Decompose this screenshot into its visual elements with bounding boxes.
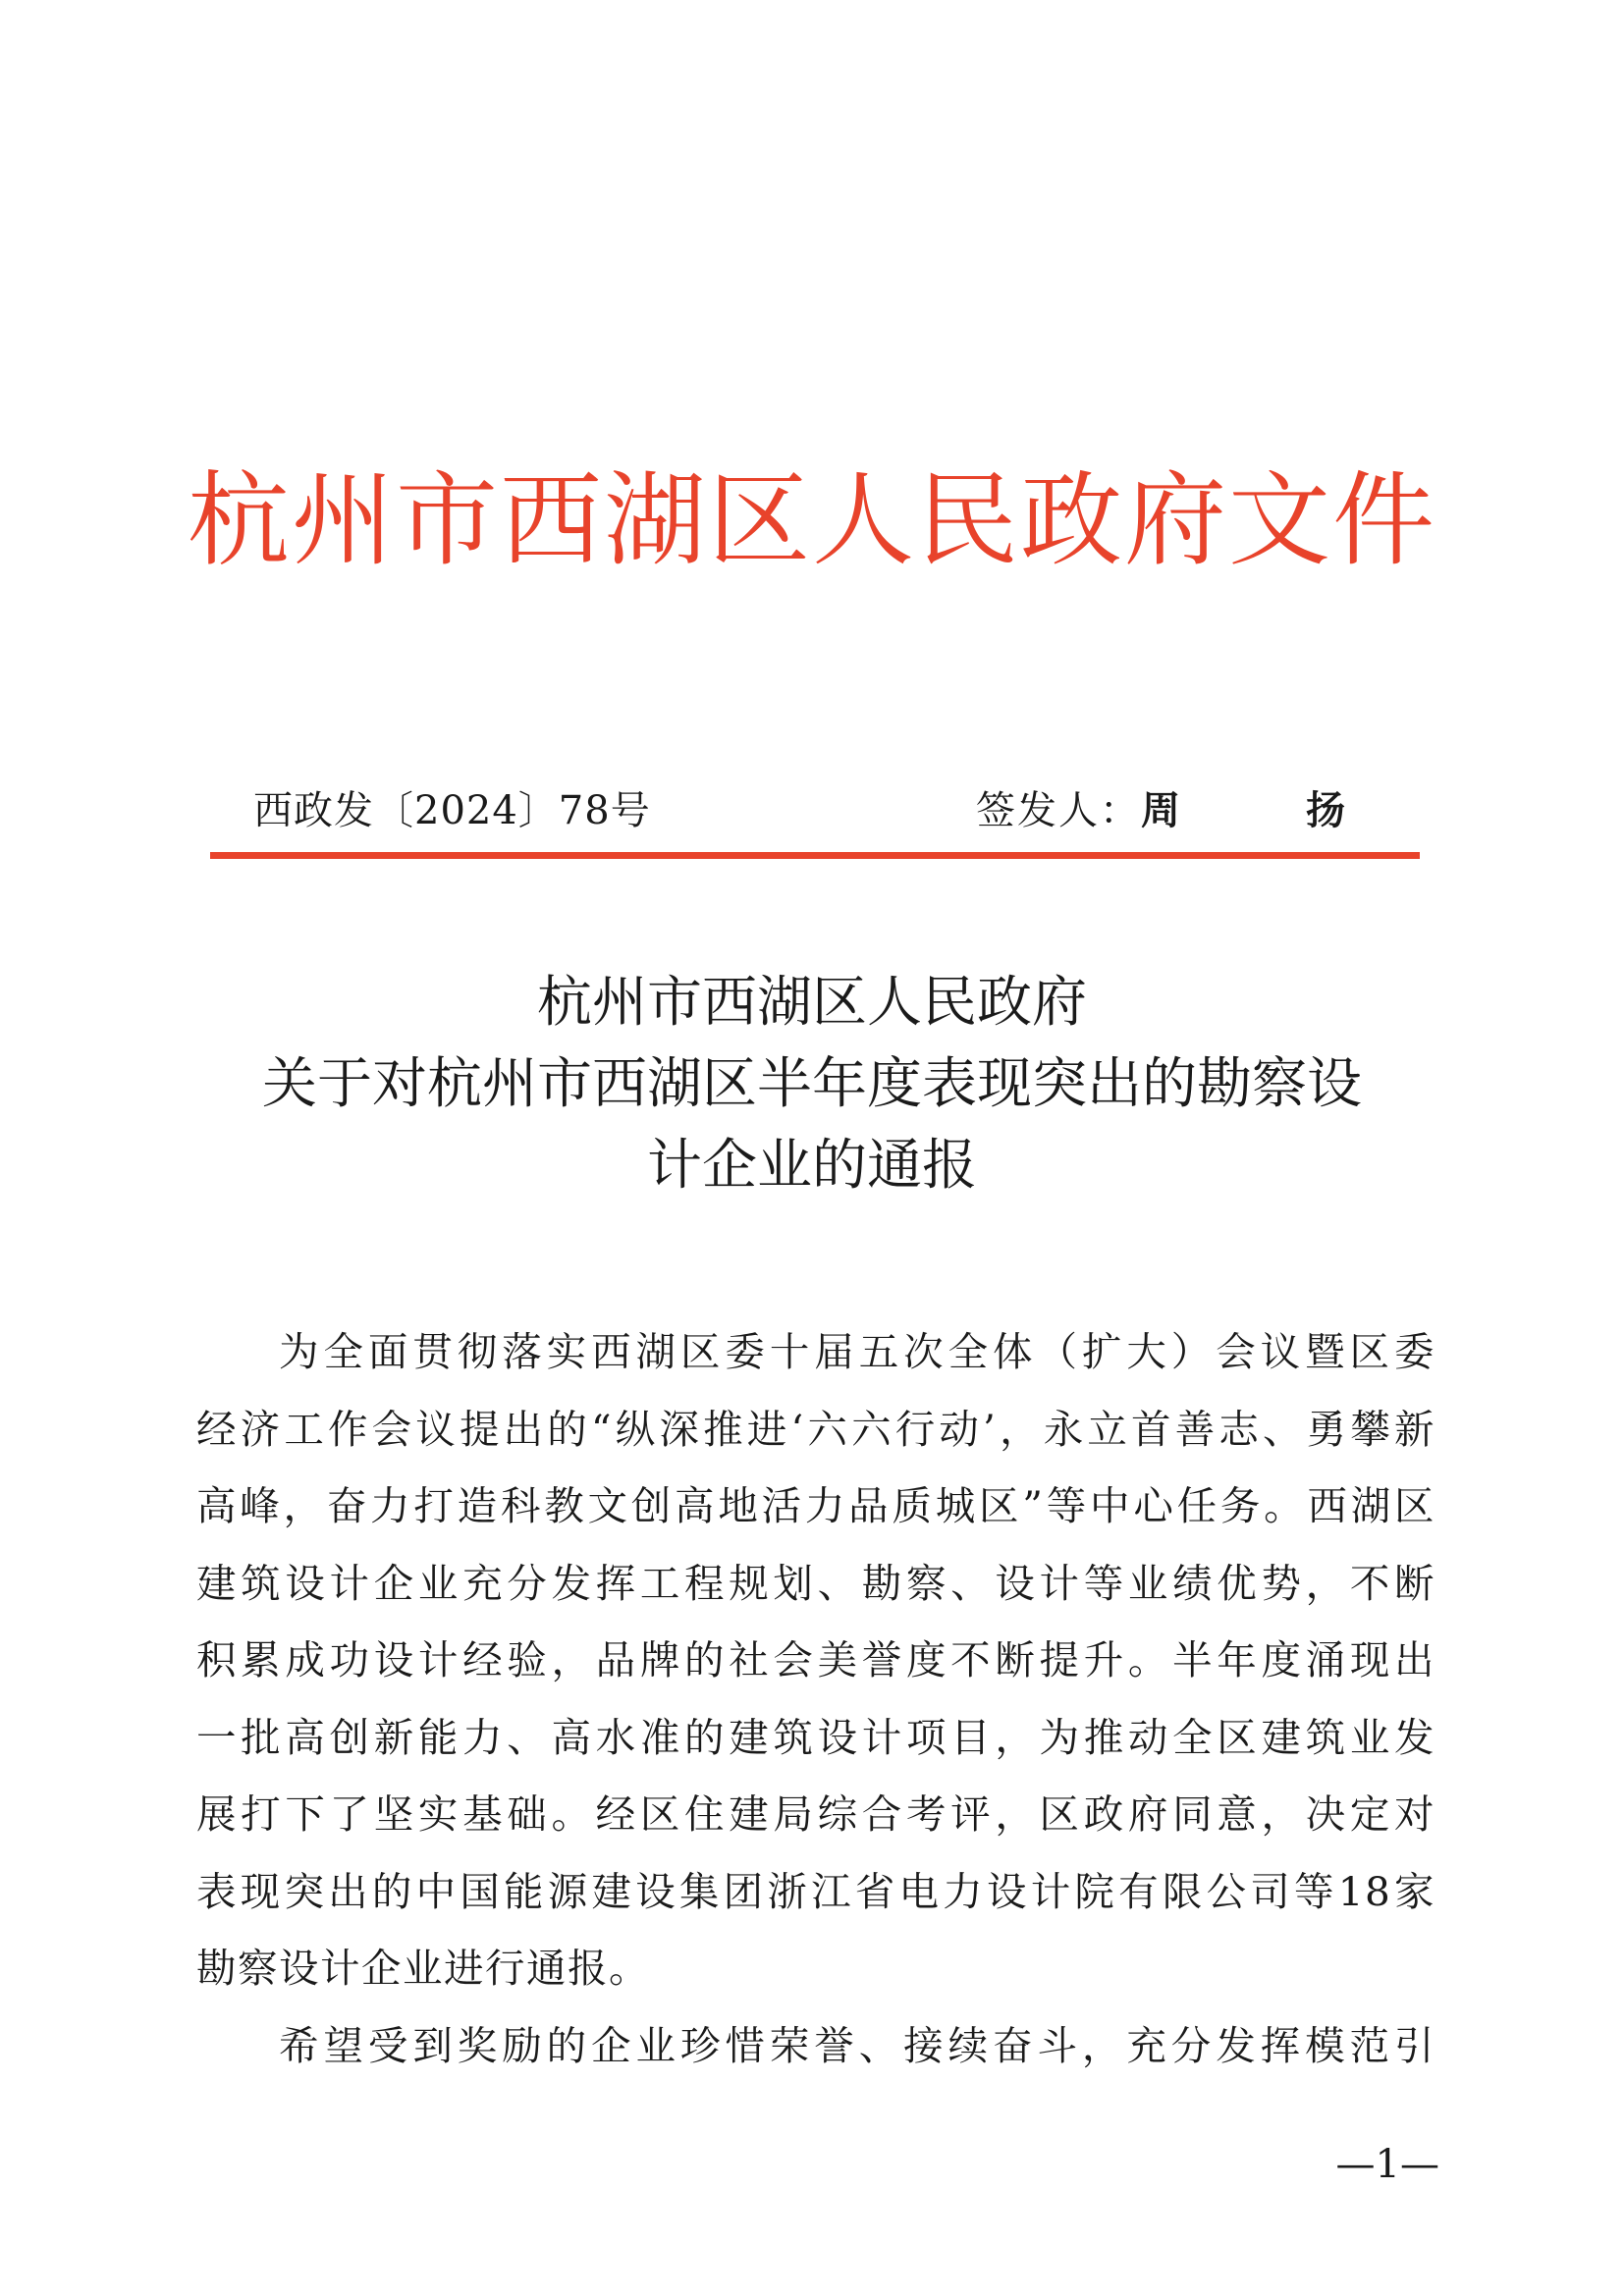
title-line: 计企业的通报: [647, 1134, 977, 1198]
body-line: 为全面贯彻落实西湖区委十届五次全体（扩大）会议暨区委: [279, 1328, 1435, 1375]
body-line: 经济工作会议提出的“纵深推进‘六六行动’，永立首善志、勇攀新: [196, 1405, 1435, 1453]
body-line: 积累成功设计经验，品牌的社会美誉度不断提升。半年度涌现出: [196, 1636, 1435, 1683]
signer-name: 周 扬: [1141, 787, 1388, 833]
body-line: 希望受到奖励的企业珍惜荣誉、接续奋斗，充分发挥模范引: [279, 2021, 1435, 2069]
body-line: 展打下了坚实基础。经区住建局综合考评，区政府同意，决定对: [196, 1790, 1435, 1838]
signer-label: 签发人：: [976, 788, 1141, 833]
body-line: 勘察设计企业进行通报。: [196, 1945, 650, 1992]
body-line: 一批高创新能力、高水准的建筑设计项目，为推动全区建筑业发: [196, 1713, 1435, 1761]
document-masthead: 杭州市西湖区人民政府文件: [187, 460, 1436, 580]
red-divider-line: [210, 852, 1420, 859]
body-line: 表现突出的中国能源建设集团浙江省电力设计院有限公司等18家: [196, 1867, 1435, 1915]
title-line: 杭州市西湖区人民政府: [537, 971, 1087, 1035]
signer: [976, 785, 1388, 836]
title-line: 关于对杭州市西湖区半年度表现突出的勘察设: [262, 1052, 1362, 1116]
document-body: [196, 1313, 1435, 2084]
body-line: 高峰，奋力打造科教文创高地活力品质城区”等中心任务。西湖区: [196, 1482, 1435, 1529]
document-number: 西政发〔2024〕78号: [253, 788, 651, 833]
page-number: —1—: [1335, 2142, 1439, 2187]
body-line: 建筑设计企业充分发挥工程规划、勘察、设计等业绩优势，不断: [196, 1559, 1435, 1607]
document-title: [157, 962, 1467, 1206]
